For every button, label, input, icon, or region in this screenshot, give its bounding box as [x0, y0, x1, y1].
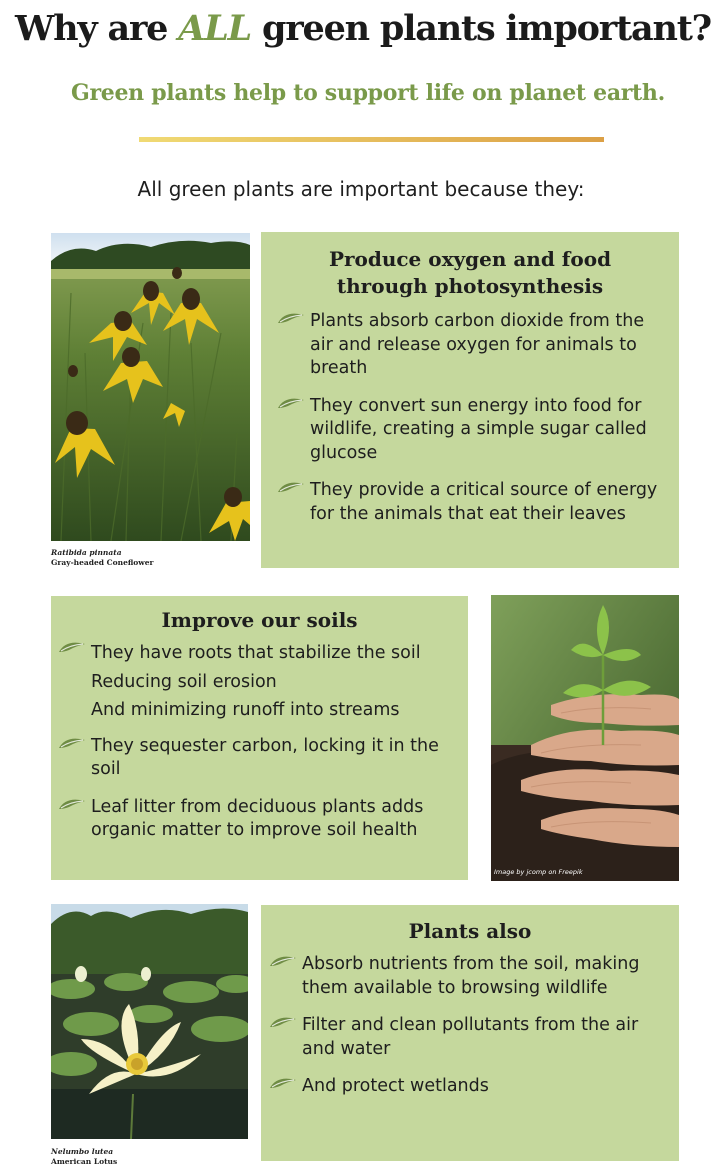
- list-item-text: Filter and clean pollutants from the air and water: [302, 1015, 639, 1059]
- list-item: [58, 796, 460, 843]
- lotus-common-name: American Lotus: [51, 1157, 118, 1166]
- coneflower-caption: [51, 548, 251, 568]
- list-item-text: Leaf litter from deciduous plants adds organic matter to improve soil health: [91, 796, 424, 840]
- list-item: [277, 479, 671, 526]
- gradient-divider: [139, 137, 604, 142]
- soils-list: [58, 639, 460, 843]
- list-item-text: They provide a critical source of energy for the animals that eat their leaves: [310, 480, 658, 524]
- list-item: [277, 310, 671, 381]
- photosynthesis-heading: Produce oxygen and food through photosynthesis: [328, 247, 612, 298]
- list-item: [277, 395, 671, 466]
- page-subtitle: Green plants help to support life on planet earth.: [71, 80, 665, 106]
- list-item: [58, 639, 460, 725]
- coneflower-common-name: Gray-headed Coneflower: [51, 558, 154, 567]
- list-item-text: They convert sun energy into food for wildlife, creating a simple sugar called glucose: [310, 395, 647, 463]
- list-item-text: Absorb nutrients from the soil, making them available to browsing wildlife: [302, 954, 640, 998]
- soils-heading: Improve our soils: [161, 608, 358, 632]
- list-item: [269, 1075, 671, 1099]
- coneflower-scientific-name: Ratibida pinnata: [51, 548, 122, 557]
- lotus-caption: [51, 1147, 251, 1167]
- list-item-text: Plants absorb carbon dioxide from the air and release oxygen for animals to breath: [310, 311, 645, 378]
- intro-text: All green plants are important because they:: [137, 177, 585, 201]
- list-item-text: And protect wetlands: [302, 1076, 489, 1096]
- plants-also-list: [269, 953, 671, 1099]
- lotus-scientific-name: Nelumbo lutea: [51, 1147, 114, 1156]
- title-text-end: green plants important?: [251, 8, 711, 49]
- list-item: [269, 1014, 671, 1061]
- list-item-text: They have roots that stabilize the soil: [91, 643, 421, 663]
- sub-item-text: And minimizing runoff into streams: [91, 700, 400, 720]
- photosynthesis-list: [277, 310, 671, 526]
- sub-item-text: Reducing soil erosion: [91, 671, 277, 692]
- list-item: [269, 953, 671, 1000]
- title-accent-word: ALL: [178, 8, 252, 49]
- page-title: [0, 8, 726, 49]
- list-item: [58, 735, 460, 782]
- soils-panel: [51, 596, 468, 880]
- plants-also-panel: [261, 905, 679, 1161]
- list-item-text: They sequester carbon, locking it in the soil: [91, 735, 439, 779]
- plants-also-heading: Plants also: [408, 919, 532, 943]
- coneflower-photo: [51, 233, 250, 541]
- lotus-photo: [51, 904, 248, 1139]
- seedling-hands-photo: [491, 595, 679, 881]
- photo-credit: Image by jcomp on Freepik: [494, 868, 583, 876]
- photosynthesis-panel: [261, 232, 679, 568]
- title-text-start: Why are: [14, 8, 179, 49]
